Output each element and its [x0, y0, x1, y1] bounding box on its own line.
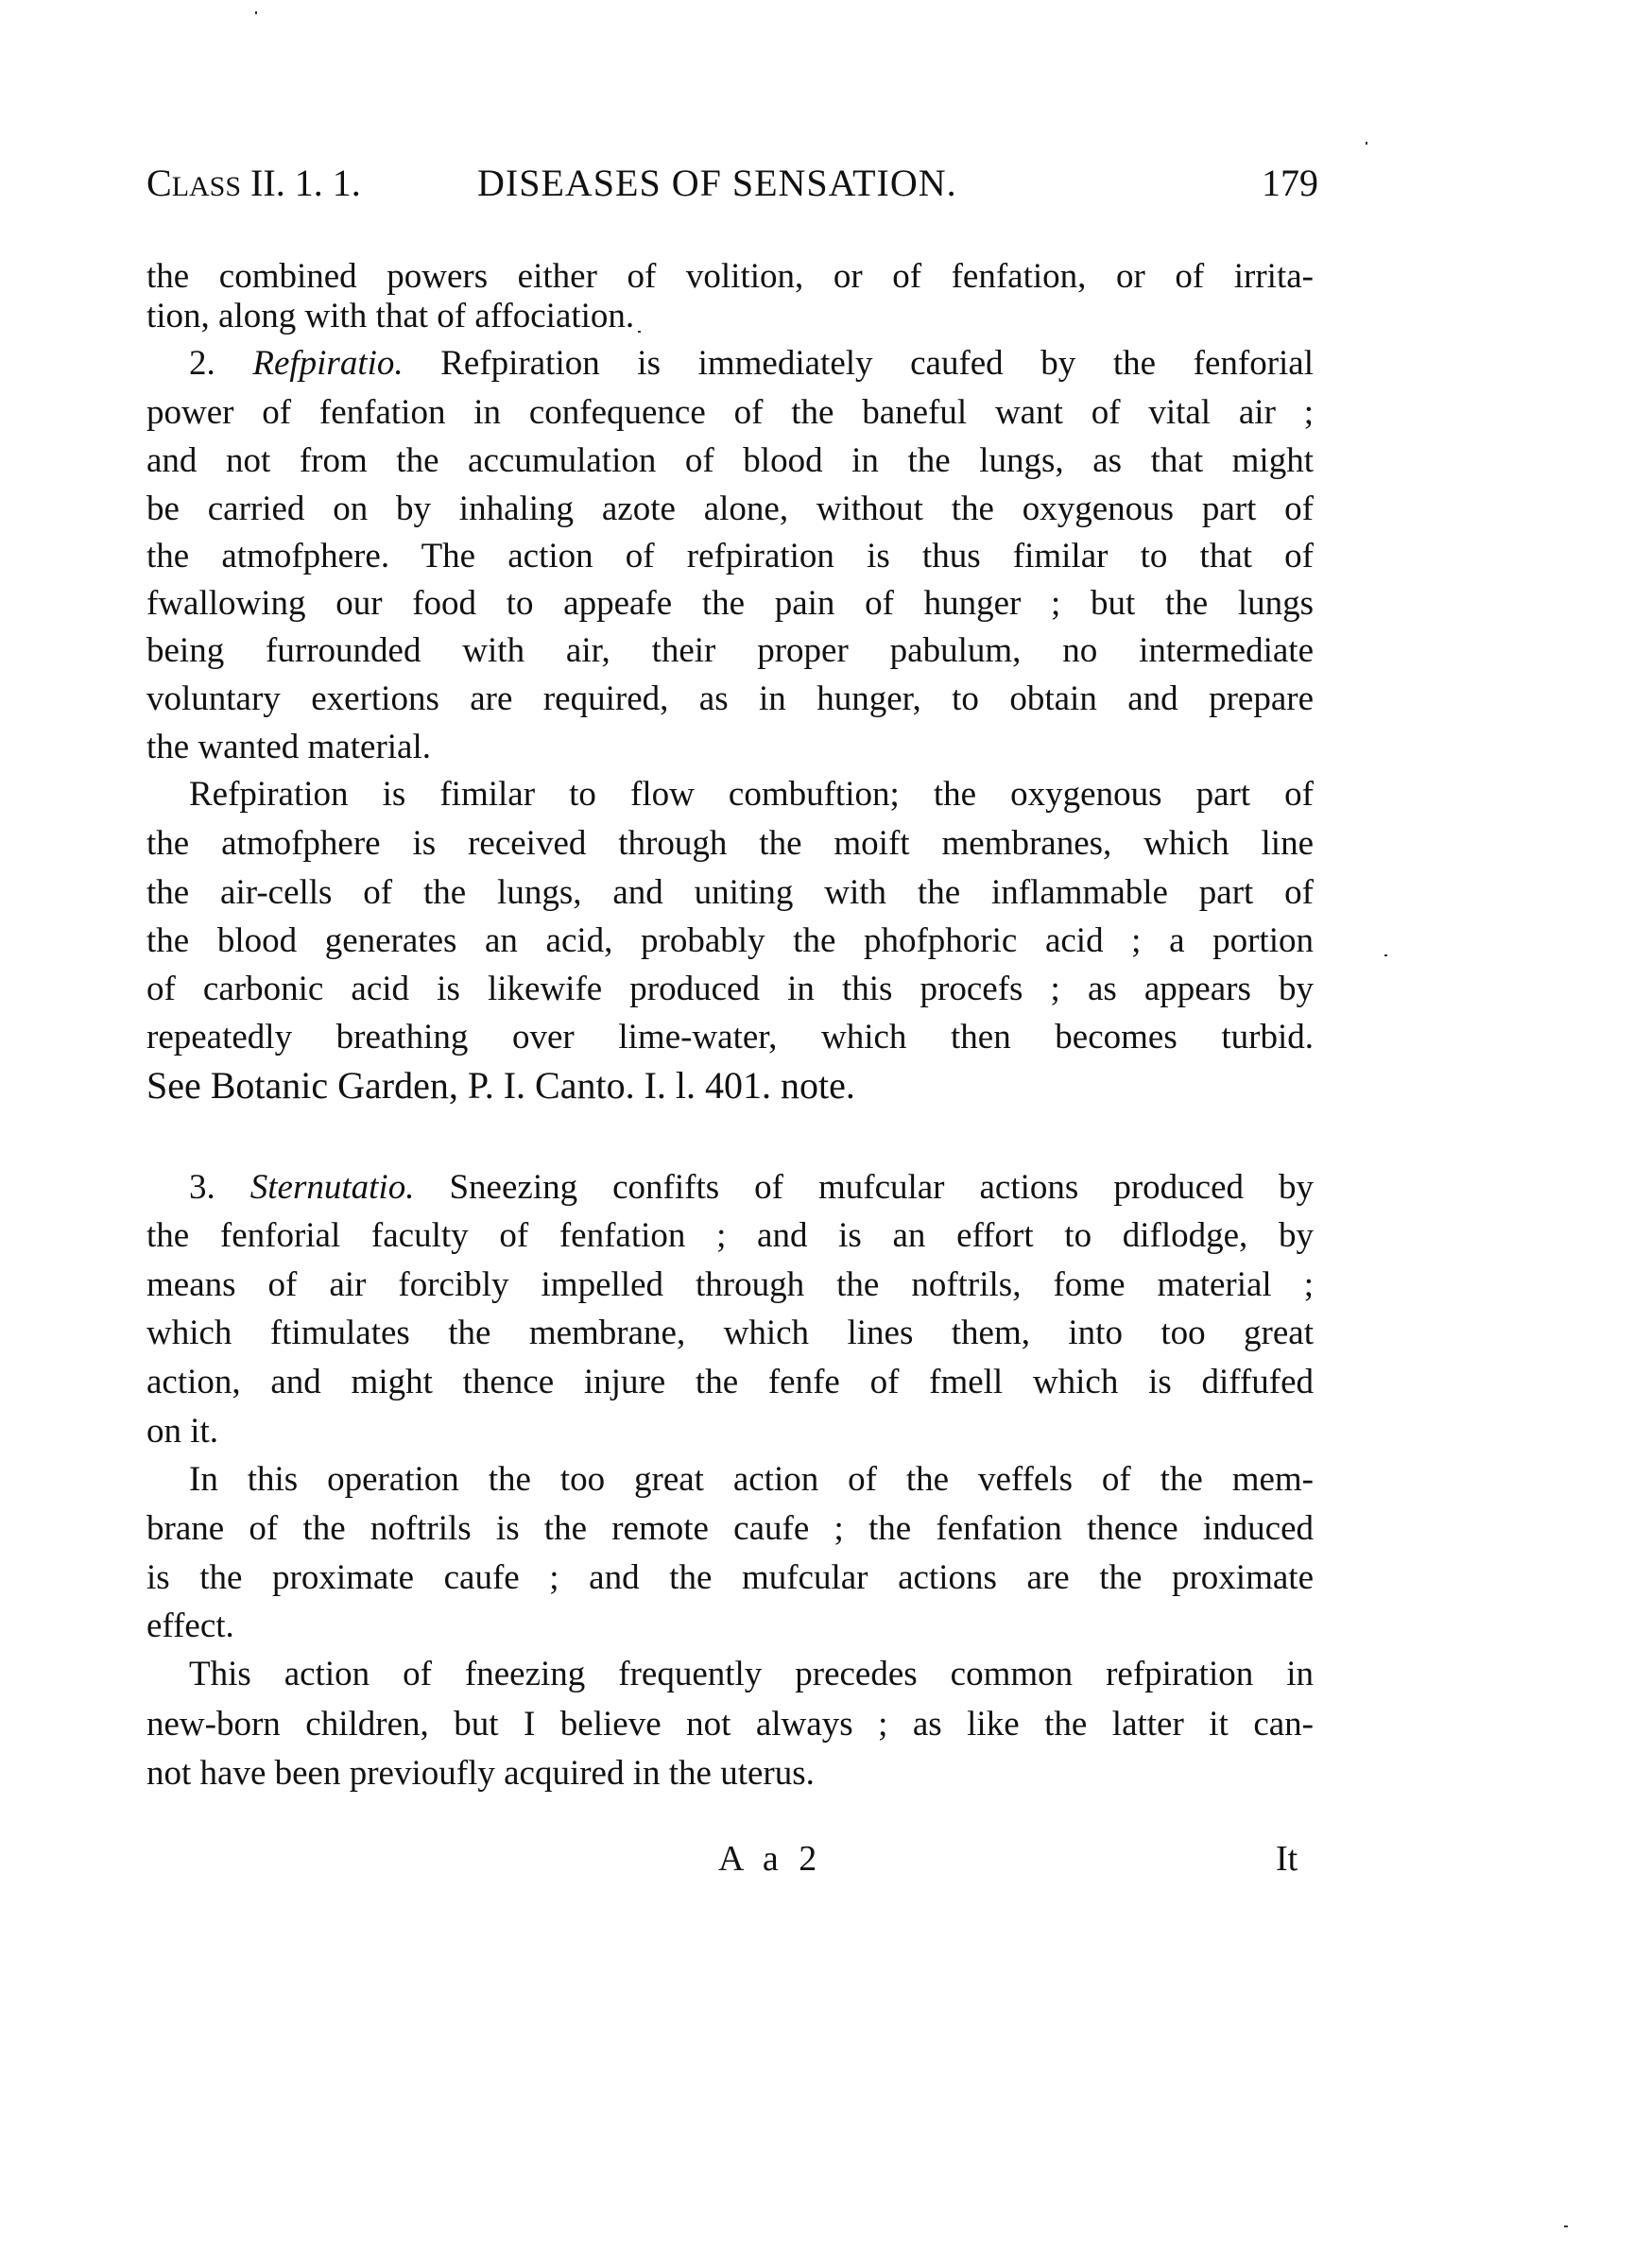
section-number: 2.: [189, 344, 215, 383]
text-line: the atmofphere is received through the moift membranes, which line: [146, 824, 1314, 863]
text-line: of carbonic acid is likewife produced in this procefs ; as appears by: [146, 970, 1314, 1008]
text-line: power of fenfation in confequence of the baneful want of vital air ;: [146, 393, 1314, 432]
text-line: which ftimulates the membrane, which lines them, into too great: [146, 1314, 1314, 1352]
text-line: voluntary exertions are required, as in hunger, to obtain and prepare: [146, 679, 1314, 718]
text-line: be carried on by inhaling azote alone, without the oxygenous part of: [146, 490, 1314, 528]
text-line: tion, along with that of affociation.: [146, 297, 635, 335]
running-title: DISEASES OF SENSATION.: [477, 162, 957, 204]
text-line: means of air forcibly impelled through the noftrils, fome material ;: [146, 1265, 1314, 1304]
text-line: the combined powers either of volition, or of fenfation, or of irrita-: [146, 257, 1314, 296]
text-line: being furrounded with air, their proper pabulum, no intermediate: [146, 631, 1314, 670]
text-line: Refpiration is fimilar to flow combuftion; the oxygenous part of: [189, 775, 1314, 814]
text-line: fwallowing our food to appeafe the pain of hunger ; but the lungs: [146, 584, 1314, 623]
reference-note: See Botanic Garden, P. I. Canto. I. l. 401. note.: [146, 1064, 855, 1107]
scan-speck: [255, 11, 257, 14]
text-line: the blood generates an acid, probably the phofphoric acid ; a portion: [146, 921, 1314, 960]
text-line: the wanted material.: [146, 728, 432, 766]
text-line: new-born children, but I believe not always ; as like the latter it can-: [146, 1705, 1314, 1744]
class-section-label: CLASS II. 1. 1.: [146, 162, 361, 204]
text-line: This action of fneezing frequently precedes common refpiration in: [189, 1655, 1314, 1693]
text-line: repeatedly breathing over lime-water, which then becomes turbid.: [146, 1018, 1314, 1057]
text-line: action, and might thence injure the fenfe of fmell which is diffufed: [146, 1363, 1314, 1401]
text-line: is the proximate caufe ; and the mufcular actions are the proximate: [146, 1558, 1314, 1597]
running-header: [146, 161, 1318, 208]
text-line: the fenforial faculty of fenfation ; and is an effort to diflodge, by: [146, 1216, 1314, 1255]
text-line: on it.: [146, 1412, 219, 1451]
text-line: the air-cells of the lungs, and uniting with the inflammable part of: [146, 873, 1314, 912]
text-line: the atmofphere. The action of refpiration is thus fimilar to that of: [146, 537, 1314, 576]
section-label: Sternutatio.: [249, 1168, 415, 1207]
signature-mark: A a 2: [718, 1839, 823, 1879]
text-line: In this operation the too great action of the veffels of the mem-: [189, 1460, 1314, 1499]
section-number: 3.: [189, 1168, 215, 1207]
scan-speck: [1564, 2225, 1568, 2227]
scan-speck: [1366, 142, 1367, 145]
section-label: Refpiratio.: [252, 344, 404, 383]
text-line: and not from the accumulation of blood in the lungs, as that might: [146, 441, 1314, 480]
scan-speck: [638, 331, 641, 333]
scan-speck: [1384, 954, 1387, 956]
text-line: effect.: [146, 1606, 234, 1645]
page-number: 179: [1262, 162, 1318, 204]
section-heading-sternutatio: 3. Sternutatio. Sneezing confifts of mufcular actions produced by: [189, 1168, 1314, 1207]
text-line: brane of the noftrils is the remote caufe ; the fenfation thence induced: [146, 1509, 1314, 1548]
section-heading-respiratio: 2. Refpiratio. Refpiration is immediately caufed by the fenforial: [189, 344, 1315, 383]
catchword: It: [1276, 1839, 1298, 1879]
text-line: not have been previoufly acquired in the uterus.: [146, 1754, 815, 1793]
